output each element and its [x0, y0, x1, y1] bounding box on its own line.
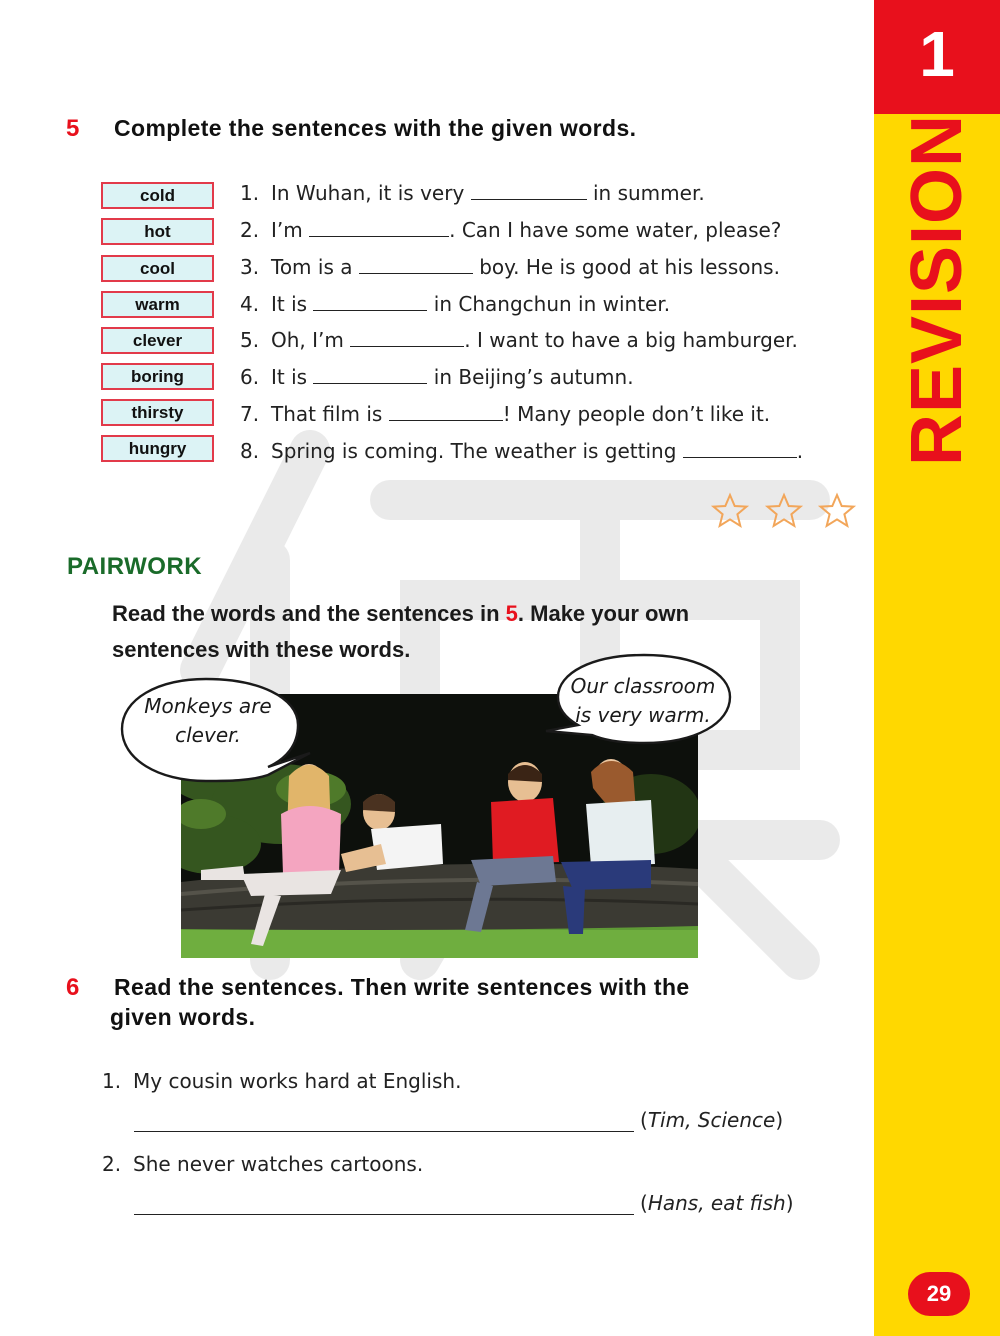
- unit-number: 1: [919, 18, 955, 90]
- answer-blank[interactable]: [359, 257, 473, 274]
- answer-blank[interactable]: [389, 404, 503, 421]
- word-box: hot: [101, 218, 214, 245]
- word-box: warm: [101, 291, 214, 318]
- sentence-text-after: ! Many people don’t like it.: [502, 402, 771, 426]
- sentence-text-after: in Beijing’s autumn.: [427, 365, 634, 389]
- sentence-number: 3.: [240, 255, 260, 279]
- star-icon: [768, 495, 801, 526]
- sentence-number: 2.: [240, 218, 260, 242]
- section-5-number: 5: [66, 115, 80, 142]
- sentence-text-before: Oh, I’m: [271, 328, 351, 352]
- sentence-text-before: It is: [271, 292, 314, 316]
- pairwork-instruction-line-2: sentences with these words.: [112, 637, 411, 662]
- sentence-text-after: . Can I have some water, please?: [449, 218, 782, 242]
- section-6-number: 6: [66, 974, 80, 1001]
- sentence-text-after: boy. He is good at his lessons.: [472, 255, 780, 279]
- pairwork-heading: PAIRWORK: [67, 553, 203, 580]
- sentence-text-before: In Wuhan, it is very: [271, 181, 471, 205]
- sentence-number: 6.: [240, 365, 260, 389]
- sentence-4: [240, 292, 670, 316]
- star-rating: [710, 492, 860, 532]
- answer-blank[interactable]: [309, 220, 449, 237]
- sentence-number: 1.: [240, 181, 260, 205]
- word-box: boring: [101, 363, 214, 390]
- pairwork-text: . Make your own: [517, 601, 690, 626]
- section-6-title-line-1: Read the sentences. Then write sentences with the: [114, 974, 690, 1000]
- item-text: My cousin works hard at English.: [133, 1069, 462, 1093]
- sentence-5: [240, 328, 798, 352]
- word-box: hungry: [101, 435, 214, 462]
- hint-text: Tim, Science: [647, 1108, 776, 1132]
- hint-text: Hans, eat fish: [647, 1191, 786, 1215]
- answer-blank[interactable]: [313, 294, 427, 311]
- sentence-number: 7.: [240, 402, 260, 426]
- page-number: 29: [908, 1272, 970, 1316]
- bubble-right-line-2: is very warm.: [575, 703, 711, 727]
- word-box: cool: [101, 255, 214, 282]
- pairwork-text: Read the words and the sentences in: [112, 601, 506, 626]
- answer-blank[interactable]: [683, 441, 797, 458]
- answer-blank[interactable]: [313, 367, 427, 384]
- sentence-number: 4.: [240, 292, 260, 316]
- star-icon: [714, 495, 747, 526]
- bubble-left-line-1: Monkeys are: [144, 694, 272, 718]
- sentence-text-after: .: [796, 439, 804, 463]
- item-number: 1.: [102, 1069, 122, 1093]
- item-number: 2.: [102, 1152, 122, 1176]
- bubble-left-text: [128, 692, 288, 750]
- sentence-text-before: It is: [271, 365, 314, 389]
- hint-words-2: (Hans, eat fish): [640, 1191, 794, 1215]
- answer-line[interactable]: [134, 1131, 634, 1132]
- sentence-text-after: in summer.: [586, 181, 705, 205]
- word-box: clever: [101, 327, 214, 354]
- answer-blank[interactable]: [350, 330, 464, 347]
- pairwork-instruction-line-1: [112, 601, 832, 627]
- sentence-text-before: I’m: [271, 218, 310, 242]
- unit-tab: [874, 0, 1000, 114]
- bubble-left-line-2: clever.: [175, 723, 241, 747]
- star-icon: [821, 495, 854, 526]
- section-6-title-line-2: given words.: [110, 1004, 256, 1030]
- sentence-number: 5.: [240, 328, 260, 352]
- sentence-6: [240, 365, 634, 389]
- sentence-number: 8.: [240, 439, 260, 463]
- exercise-item-2: [102, 1152, 423, 1176]
- sentence-text-after: in Changchun in winter.: [427, 292, 671, 316]
- sentence-text-after: . I want to have a big hamburger.: [464, 328, 798, 352]
- exercise-item-1: [102, 1069, 461, 1093]
- sentence-7: [240, 402, 770, 426]
- sentence-1: [240, 181, 705, 205]
- hint-words-1: (Tim, Science): [640, 1108, 784, 1132]
- section-reference: 5: [505, 601, 518, 626]
- answer-line[interactable]: [134, 1214, 634, 1215]
- sentence-text-before: Tom is a: [271, 255, 359, 279]
- item-text: She never watches cartoons.: [133, 1152, 424, 1176]
- bubble-right-line-1: Our classroom: [570, 674, 716, 698]
- revision-label: REVISION: [897, 113, 977, 467]
- word-box: thirsty: [101, 399, 214, 426]
- sentence-text-before: That film is: [271, 402, 389, 426]
- sentence-text-before: Spring is coming. The weather is getting: [271, 439, 683, 463]
- sentence-2: [240, 218, 781, 242]
- word-box: cold: [101, 182, 214, 209]
- sentence-3: [240, 255, 780, 279]
- section-5-title: Complete the sentences with the given words.: [114, 115, 637, 141]
- sentence-8: [240, 439, 803, 463]
- bubble-right-text: [560, 672, 726, 730]
- answer-blank[interactable]: [471, 183, 587, 200]
